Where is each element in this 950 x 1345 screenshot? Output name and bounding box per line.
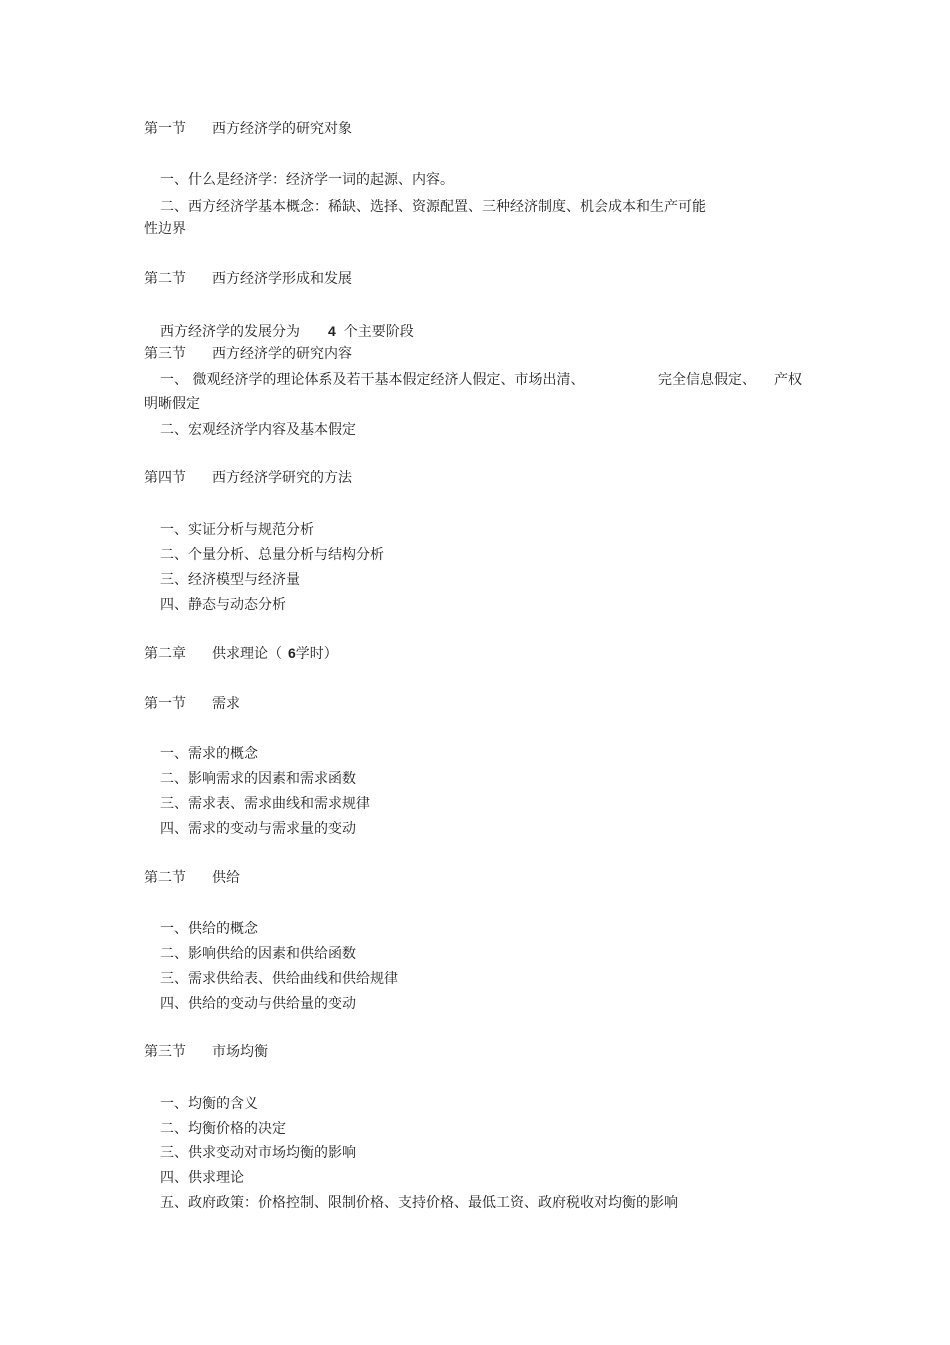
- item-text: 完全信息假定、: [658, 372, 756, 388]
- list-item: 二、影响供给的因素和供给函数: [160, 946, 356, 962]
- section-title: 西方经济学形成和发展: [212, 271, 352, 287]
- list-item: 一、需求的概念: [160, 746, 258, 762]
- section-label: 第一节: [144, 121, 186, 137]
- section-title: 西方经济学的研究对象: [212, 121, 352, 137]
- hours-count: 6: [288, 645, 296, 661]
- section-title: 西方经济学的研究内容: [212, 346, 352, 362]
- section-heading: [144, 1043, 268, 1061]
- list-item: 一、实证分析与规范分析: [160, 522, 314, 538]
- section-label: 第三节: [144, 346, 186, 362]
- section-heading: [144, 695, 240, 713]
- section-title: 供给: [212, 870, 240, 886]
- section-label: 第二节: [144, 870, 186, 886]
- list-item-continuation: 明晰假定: [144, 396, 200, 412]
- item-text: 一、 微观经济学的理论体系及若干基本假定经济人假定、市场出清、: [160, 372, 585, 388]
- section-heading: [144, 469, 352, 487]
- section-title: 需求: [212, 696, 240, 712]
- chapter-label: 第二章: [144, 646, 186, 662]
- list-item: 四、静态与动态分析: [160, 597, 286, 613]
- list-item: [160, 371, 820, 389]
- list-item: 四、供给的变动与供给量的变动: [160, 996, 356, 1012]
- section-label: 第二节: [144, 271, 186, 287]
- list-item-continuation: 性边界: [144, 221, 186, 237]
- section-heading: [144, 270, 352, 288]
- chapter-title: 供求理论（: [212, 646, 282, 662]
- chapter-heading: [144, 644, 338, 663]
- list-item: 三、需求供给表、供给曲线和供给规律: [160, 971, 398, 987]
- section-heading: [144, 345, 352, 363]
- list-item: 三、需求表、需求曲线和需求规律: [160, 796, 370, 812]
- section-title: 西方经济学研究的方法: [212, 470, 352, 486]
- section-label: 第四节: [144, 470, 186, 486]
- list-item: 二、个量分析、总量分析与结构分析: [160, 547, 384, 563]
- section-heading: [144, 120, 352, 138]
- list-item: 一、什么是经济学：经济学一词的起源、内容。: [160, 172, 454, 188]
- list-item: 二、西方经济学基本概念：稀缺、选择、资源配置、三种经济制度、机会成本和生产可能: [160, 199, 706, 215]
- list-item: 一、供给的概念: [160, 921, 258, 937]
- list-item: 三、供求变动对市场均衡的影响: [160, 1145, 356, 1161]
- item-text: 产权: [774, 372, 802, 388]
- list-item: 五、政府政策：价格控制、限制价格、支持价格、最低工资、政府税收对均衡的影响: [160, 1195, 678, 1211]
- chapter-title: 学时）: [295, 646, 338, 662]
- list-item: 四、供求理论: [160, 1170, 244, 1186]
- section-label: 第三节: [144, 1044, 186, 1060]
- list-item: 二、均衡价格的决定: [160, 1121, 286, 1137]
- section-heading: [144, 869, 240, 887]
- list-item: 四、需求的变动与需求量的变动: [160, 821, 356, 837]
- item-text: 个主要阶段: [343, 324, 414, 340]
- section-label: 第一节: [144, 696, 186, 712]
- item-text: 西方经济学的发展分为: [160, 324, 300, 340]
- section-title: 市场均衡: [212, 1044, 268, 1060]
- list-item: 二、宏观经济学内容及基本假定: [160, 422, 356, 438]
- list-item: [160, 322, 414, 341]
- list-item: 二、影响需求的因素和需求函数: [160, 771, 356, 787]
- list-item: 三、经济模型与经济量: [160, 572, 300, 588]
- list-item: 一、均衡的含义: [160, 1096, 258, 1112]
- stage-count: 4: [328, 323, 336, 339]
